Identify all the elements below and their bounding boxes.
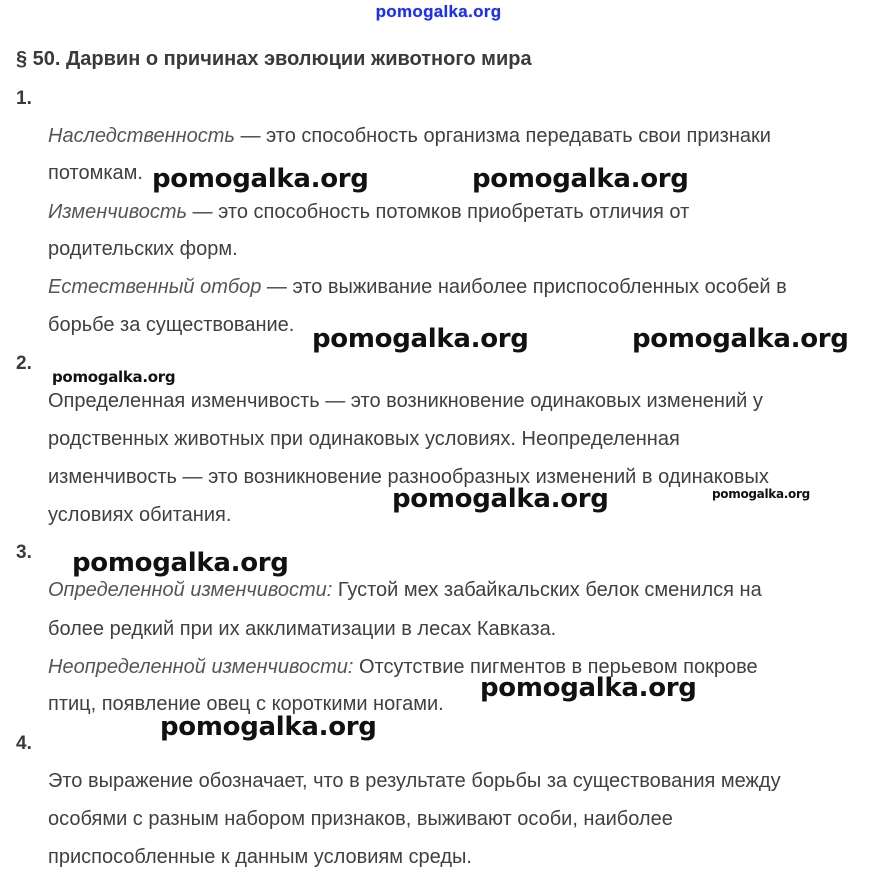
watermark: pomogalka.org	[632, 324, 849, 354]
watermark: pomogalka.org	[160, 712, 377, 742]
text: особями с разным набором признаков, выживают особи, наиболее	[48, 808, 673, 830]
text: борьбе за существование.	[48, 314, 295, 336]
watermark: pomogalka.org	[52, 368, 176, 386]
text: приспособленные к данным условиям среды.	[48, 846, 472, 868]
text: Определенная изменчивость — это возникновение одинаковых изменений у	[48, 390, 763, 412]
watermark: pomogalka.org	[712, 487, 810, 501]
item-2-line-4	[48, 503, 231, 527]
watermark: pomogalka.org	[472, 164, 689, 194]
text: изменчивость — это возникновение разнообразных изменений в одинаковых	[48, 466, 769, 488]
text: Густой мех забайкальских белок сменился на	[332, 579, 762, 601]
text: потомкам.	[48, 162, 143, 184]
item-1-line-2	[48, 161, 143, 185]
item-4-line-1	[48, 769, 781, 793]
watermark: pomogalka.org	[152, 164, 369, 194]
term: Наследственность	[48, 125, 235, 147]
item-4-line-2	[48, 807, 673, 831]
item-number-2: 2.	[16, 353, 32, 374]
site-link[interactable]: pomogalka.org	[375, 2, 502, 21]
text: Это выражение обозначает, что в результате борьбы за существования между	[48, 770, 781, 792]
watermark: pomogalka.org	[480, 673, 697, 703]
text: родственных животных при одинаковых условиях. Неопределенная	[48, 428, 680, 450]
watermark: pomogalka.org	[392, 484, 609, 514]
definition: — это способность потомков приобретать отличия от	[187, 201, 690, 223]
text: родительских форм.	[48, 238, 238, 260]
text: более редкий при их акклиматизации в лесах Кавказа.	[48, 618, 557, 640]
text: птиц, появление овец с короткими ногами.	[48, 693, 444, 715]
item-1-line-1	[48, 124, 771, 148]
item-2-line-1	[48, 389, 763, 413]
term: Изменчивость	[48, 201, 187, 223]
text: условиях обитания.	[48, 504, 232, 526]
item-4-line-3	[48, 845, 472, 869]
item-1-line-6	[48, 313, 294, 337]
term: Естественный отбор	[48, 276, 262, 298]
section-title: § 50. Дарвин о причинах эволюции животного мира	[16, 48, 532, 70]
definition: — это способность организма передавать свои признаки	[234, 125, 771, 147]
watermark: pomogalka.org	[312, 324, 529, 354]
item-3-line-1	[48, 578, 762, 602]
term: Определенной изменчивости:	[48, 579, 333, 601]
item-1-line-3	[48, 200, 689, 224]
item-number-4: 4.	[16, 733, 32, 754]
item-1-line-4	[48, 237, 238, 261]
item-2-line-2	[48, 427, 680, 451]
item-number-3: 3.	[16, 542, 32, 563]
item-number-1: 1.	[16, 88, 32, 109]
term: Неопределенной изменчивости:	[48, 656, 354, 678]
watermark: pomogalka.org	[72, 548, 289, 578]
definition: — это выживание наиболее приспособленных особей в	[261, 276, 787, 298]
item-1-line-5	[48, 275, 787, 299]
text: Отсутствие пигментов в перьевом покрове	[353, 656, 758, 678]
item-3-line-2	[48, 617, 556, 641]
